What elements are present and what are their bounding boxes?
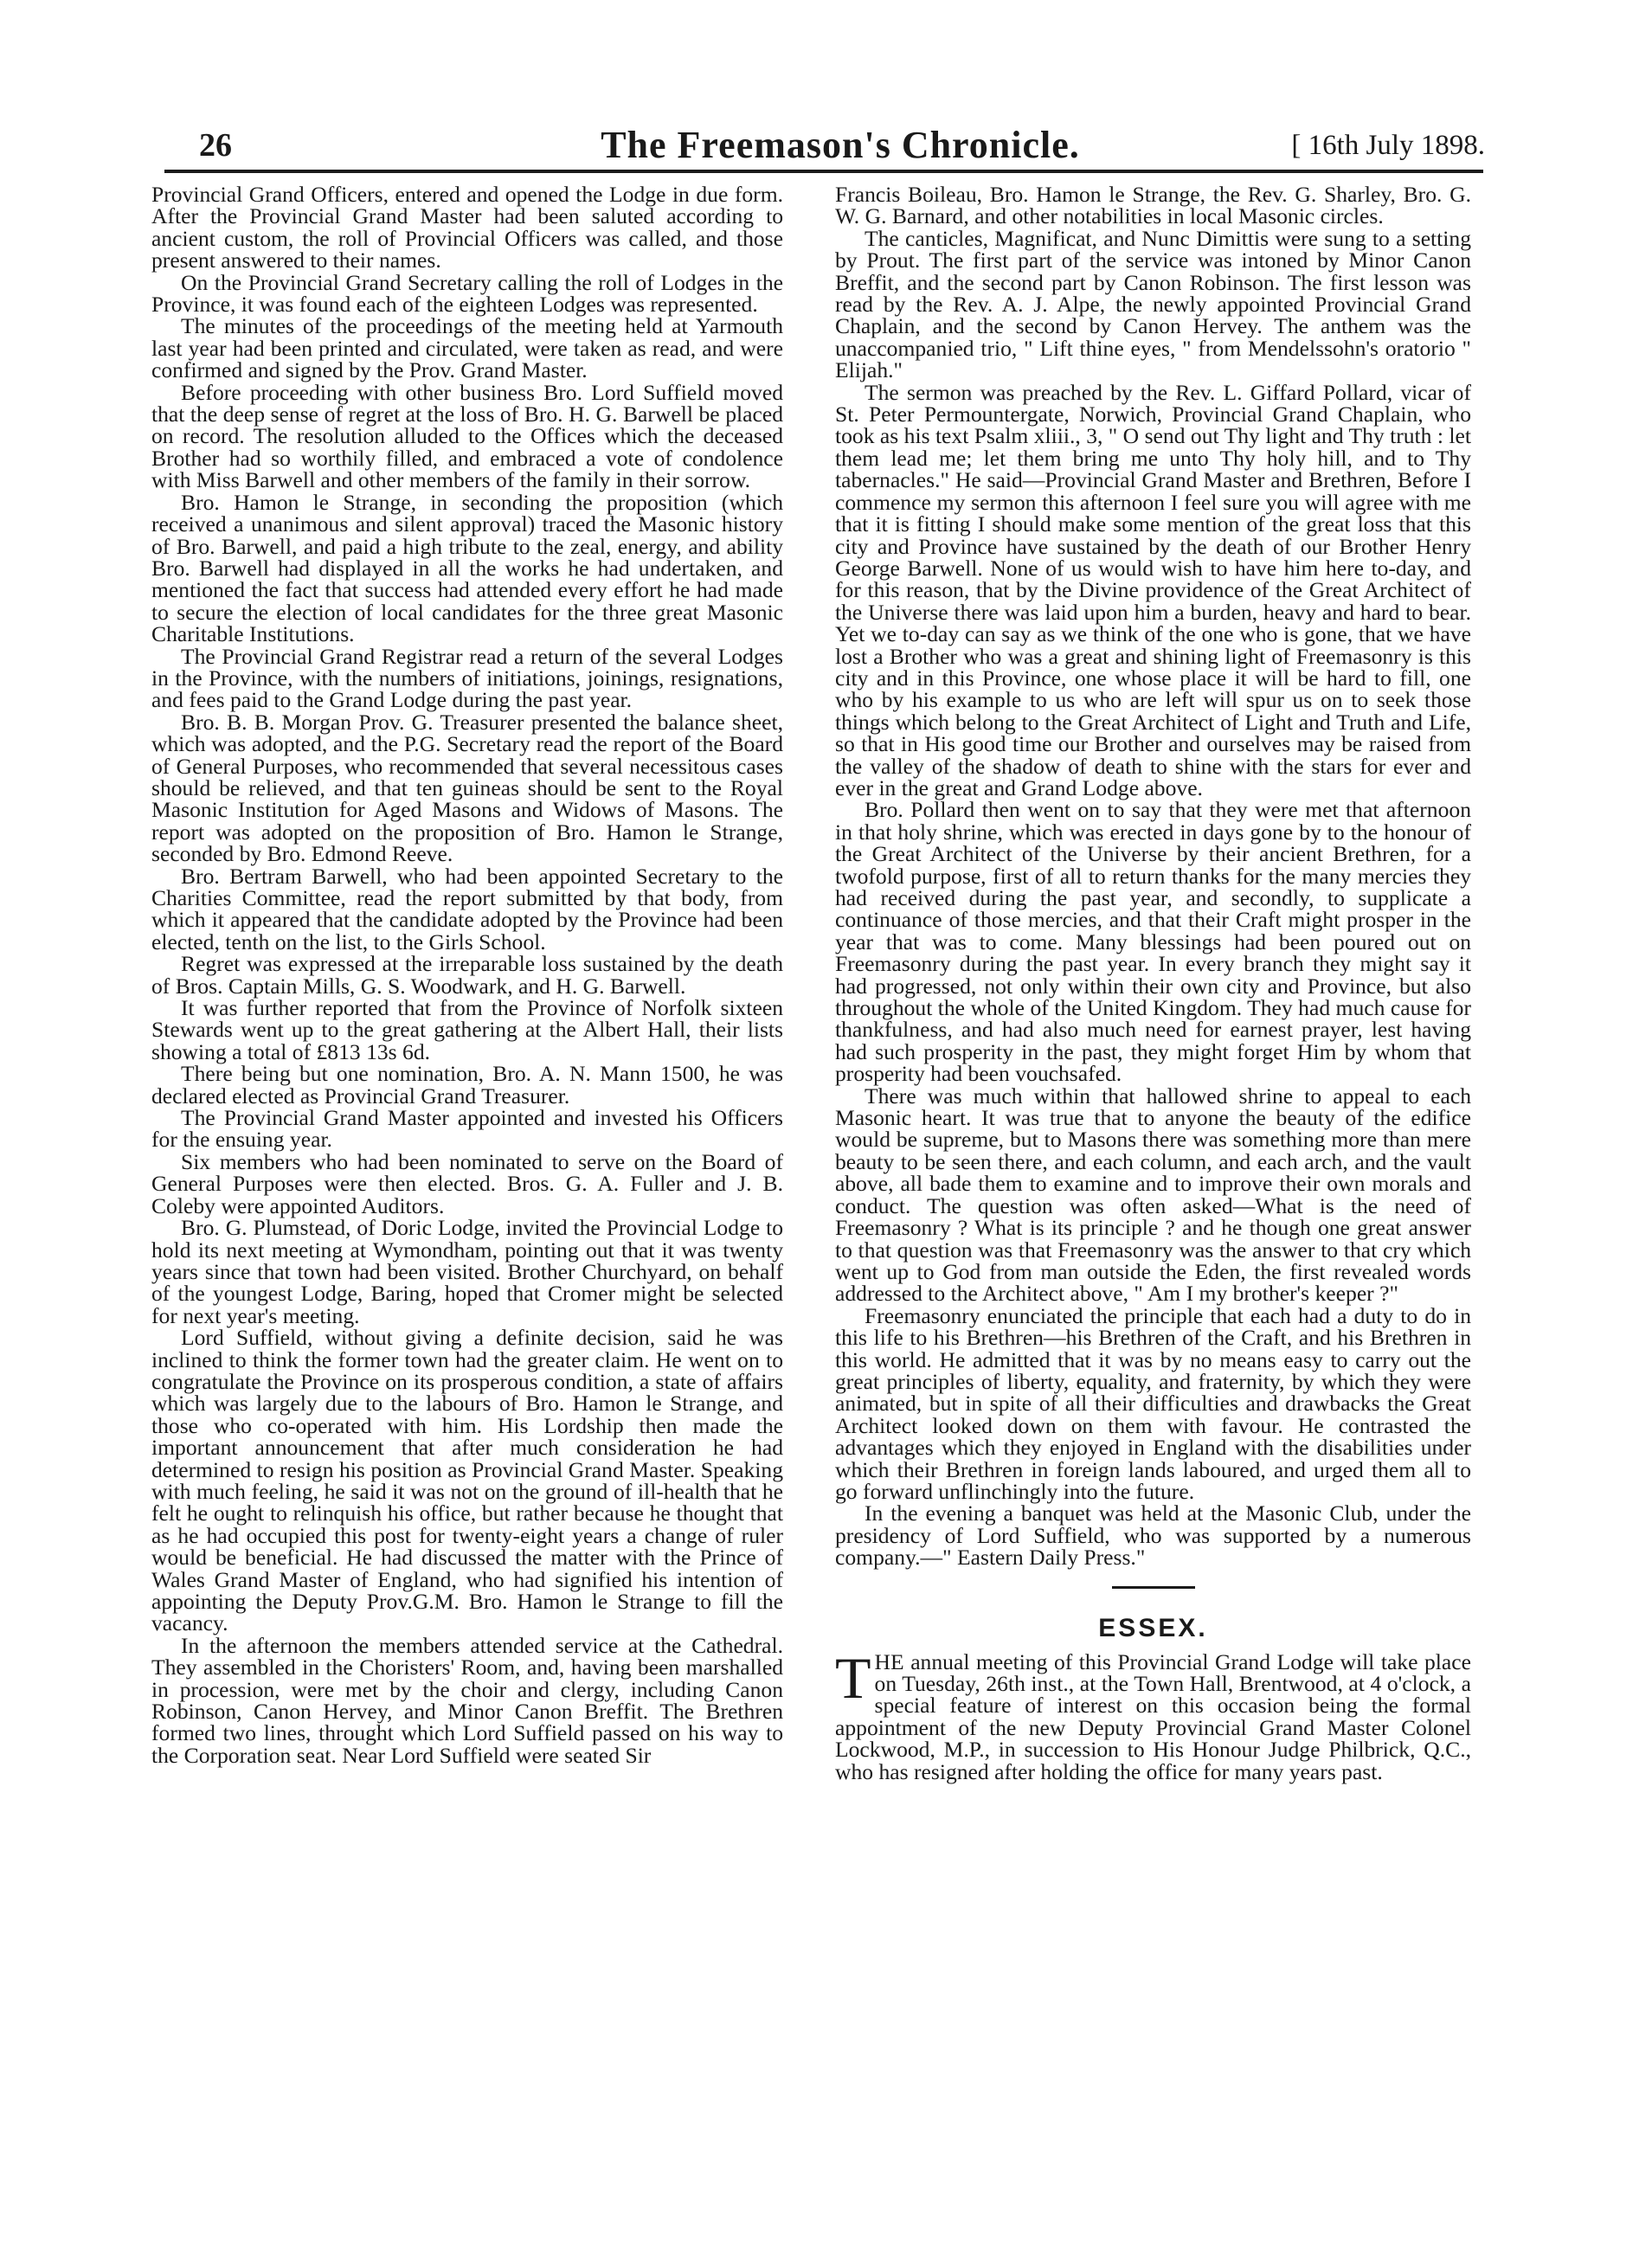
paragraph: Bro. B. B. Morgan Prov. G. Treasurer presented the balance sheet, which was adopted, and the P.G. Secretary read the report of the Board of General Purposes, who recommended that several necessitous cases should be relieved, and that ten guineas should be sent to the Royal Masonic Institution for Aged Masons and Widows of Masons. The report was adopted on the proposition of Bro. Hamon le Strange, seconded by Bro. Edmond Reeve. xyxy=(151,709,783,867)
paragraph: The canticles, Magnificat, and Nunc Dimittis were sung to a setting by Prout. The first part of the service was intoned by Minor Canon Breffit, and the second part by Canon Robinson. The first lesson was read by the Rev. A. J. Alpe, the newly appointed Provincial Grand Chaplain, and the second by Canon Hervey. The anthem was the unaccompanied trio, " Lift thine eyes, " from Mendelssohn's oratorio " Elijah." xyxy=(835,225,1471,383)
paragraph: Bro. Bertram Barwell, who had been appointed Secretary to the Charities Committee, read the report submitted by that body, from which it appeared that the candidate adopted by the Province had been elected, tenth on the list, to the Girls School. xyxy=(151,863,783,954)
paragraph: On the Provincial Grand Secretary calling the roll of Lodges in the Province, it was found each of the eighteen Lodges was represented. xyxy=(151,269,783,318)
page-number: 26 xyxy=(199,127,232,164)
essex-paragraph xyxy=(835,1644,1471,1784)
paragraph: Bro. G. Plumstead, of Doric Lodge, invited the Provincial Lodge to hold its next meeting at Wymondham, pointing out that it was twenty years since that town had been visited. Brother Churchyard, on behalf of the youngest Lodge, Baring, hoped that Cromer might be selected for next year's meeting. xyxy=(151,1215,783,1328)
essex-heading: ESSEX. xyxy=(1098,1613,1208,1642)
paragraph: Bro. Hamon le Strange, in seconding the proposition (which received a unanimous and silent approval) traced the Masonic history of Bro. Barwell, and paid a high tribute to the zeal, energy, and ability Bro. Barwell had displayed in all the works he had undertaken, and mentioned the fact that success had attended every effort he had made to secure the election of local candidates for the three great Masonic Charitable Institutions. xyxy=(151,489,783,647)
right-column xyxy=(835,183,1471,1783)
drop-cap: T xyxy=(835,1644,871,1711)
paragraph: In the afternoon the members attended service at the Cathedral. They assembled in the Choristers' Room, and, having been marshalled in procession, were met by the choir and clergy, including Canon Robinson, Canon Hervey, and Minor Canon Breffit. The Brethren formed two lines, throught which Lord Suffield passed on his way to the Corporation seat. Near Lord Suffield were seated Sir xyxy=(151,1632,783,1768)
paragraph: Provincial Grand Officers, entered and opened the Lodge in due form. After the Provincial Grand Master had been saluted according to ancient custom, the roll of Provincial Officers was called, and those present answered to their names. xyxy=(151,182,783,273)
paragraph: Bro. Pollard then went on to say that they were met that afternoon in that holy shrine, which was erected in days gone by to the honour of the Great Architect of the Universe by their ancient Brethren, for a twofold purpose, first of all to return thanks for the many mercies they had received during the past year, and secondly, to supplicate a continuance of those mercies, and that their Craft might prosper in the year that was to come. Many blessings had been poured out on Freemasonry during the past year. In every branch they might say it had progressed, not only within their own city and Province, but also throughout the whole of the United Kingdom. They had much cause for thankfulness, and had also much need for earnest prayer, lest having had such prosperity in the past, they might forget Him by whom that prosperity had been vouchsafed. xyxy=(835,797,1471,1087)
paragraph: It was further reported that from the Province of Norfolk sixteen Stewards went up to the great gathering at the Albert Hall, their lists showing a total of £813 13s 6d. xyxy=(151,995,783,1064)
paragraph: The minutes of the proceedings of the meeting held at Yarmouth last year had been printed and circulated, were taken as read, and were confirmed and signed by the Prov. Grand Master. xyxy=(151,313,783,383)
left-column xyxy=(151,183,783,1766)
paragraph: The sermon was preached by the Rev. L. Giffard Pollard, vicar of St. Peter Permountergate, Norwich, Provincial Grand Chaplain, who took as his text Psalm xliii., 3, " O send out Thy light and Thy truth : let them lead me; let them bring me unto Thy holy hill, and to Thy tabernacles." He said—Provincial Grand Master and Brethren, Before I commence my sermon this afternoon I feel sure you will agree with me that it is fitting I should make some mention of the great loss that this city and Province have sustained by the death of our Brother Henry George Barwell. None of us would wish to have him here to-day, and for this reason, that by the Divine providence of the Great Architect of the Universe there was laid upon him a burden, heavy and hard to bear. Yet we to-day can say as we think of the one who is gone, that we have lost a Brother who was a great and shining light of Freemasonry is this city and in this Province, one whose place it will be hard to fill, one who by his example to us who are left will spur us on to seek those things which belong to the Great Architect of Light and Truth and Life, so that in His good time our Brother and ourselves may be raised from the valley of the shadow of death to shine with the stars for ever and ever in the great and Grand Lodge above. xyxy=(835,379,1471,800)
paragraph: Lord Suffield, without giving a definite decision, said he was inclined to think the former town had the greater claim. He went on to congratulate the Province on its prosperous condition, a state of affairs which was largely due to the labours of Bro. Hamon le Strange, and those who co-operated with him. His Lordship then made the important announcement that after much consideration he had determined to resign his position as Provincial Grand Master. Speaking with much feeling, he said it was not on the ground of ill-health that he felt he ought to relinquish his office, but rather because he thought that as he had occupied this post for twenty-eight years a change of ruler would be beneficial. He had discussed the matter with the Prince of Wales Grand Master of England, who had signified his intention of appointing the Deputy Prov.G.M. Bro. Hamon le Strange to fill the vacancy. xyxy=(151,1325,783,1636)
paragraph: There was much within that hallowed shrine to appeal to each Masonic heart. It was true that to anyone the beauty of the edifice would be supreme, but to Masons there was something more than mere beauty to be seen there, and each column, and each arch, and the vault above, all bade them to examine and to improve their own morals and conduct. The question was often asked—What is the need of Freemasonry ? What is its principle ? and he though one great answer to that question was that Freemasonry was the answer to that cry which went up to God from man outside the Eden, the first revealed words addressed to the Architect above, " Am I my brother's keeper ?" xyxy=(835,1083,1471,1307)
section-divider xyxy=(1112,1586,1195,1589)
issue-date: [ 16th July 1898. xyxy=(1291,130,1485,161)
paragraph: The Provincial Grand Master appointed and invested his Officers for the ensuing year. xyxy=(151,1105,783,1153)
paragraph: Six members who had been nominated to serve on the Board of General Purposes were then elected. Bros. G. A. Fuller and J. B. Coleby were appointed Auditors. xyxy=(151,1148,783,1218)
masthead xyxy=(196,126,1485,170)
paragraph: Francis Boileau, Bro. Hamon le Strange, the Rev. G. Sharley, Bro. G. W. G. Barnard, and other notabilities in local Masonic circles. xyxy=(835,182,1471,229)
paragraph: Freemasonry enunciated the principle that each had a duty to do in this life to his Brethren—his Brethren of the Craft, and his Brethren in this world. He admitted that it was by no means easy to carry out the great principles of liberty, equality, and fraternity, by which they were animated, but in spite of all their difficulties and drawbacks the Great Architect looked down on them with favour. He contrasted the advantages which they enjoyed in England with the disabilities under which their Brethren in foreign lands laboured, and urged them all to go forward unflinchingly into the future. xyxy=(835,1302,1471,1504)
paragraph: There being but one nomination, Bro. A. N. Mann 1500, he was declared elected as Provincial Grand Treasurer. xyxy=(151,1061,783,1108)
publication-title: The Freemason's Chronicle. xyxy=(601,124,1080,166)
paragraph: Regret was expressed at the irreparable loss sustained by the death of Bros. Captain Mills, G. S. Woodwark, and H. G. Barwell. xyxy=(151,951,783,999)
essex-text: HE annual meeting of this Provincial Grand Lodge will take place on Tuesday, 26th inst., at the Town Hall, Brentwood, at 4 o'clock, a special feature of interest on this occasion being the formal appointment of the new Deputy Provincial Grand Master Colonel Lockwood, M.P., in succession to His Honour Judge Philbrick, Q.C., who has resigned after holding the office for many years past. xyxy=(835,1648,1471,1784)
paragraph: Before proceeding with other business Bro. Lord Suffield moved that the deep sense of regret at the loss of Bro. H. G. Barwell be placed on record. The resolution alluded to the Offices which the deceased Brother had so worthily filled, and embraced a vote of condolence with Miss Barwell and other members of the family in their sorrow. xyxy=(151,379,783,493)
header-rule xyxy=(164,170,1483,173)
paragraph: In the evening a banquet was held at the Masonic Club, under the presidency of Lord Suffield, who was supported by a numerous company.—" Eastern Daily Press." xyxy=(835,1500,1471,1571)
paragraph: The Provincial Grand Registrar read a return of the several Lodges in the Province, with the numbers of initiations, joinings, resignations, and fees paid to the Grand Lodge during the past year. xyxy=(151,643,783,713)
